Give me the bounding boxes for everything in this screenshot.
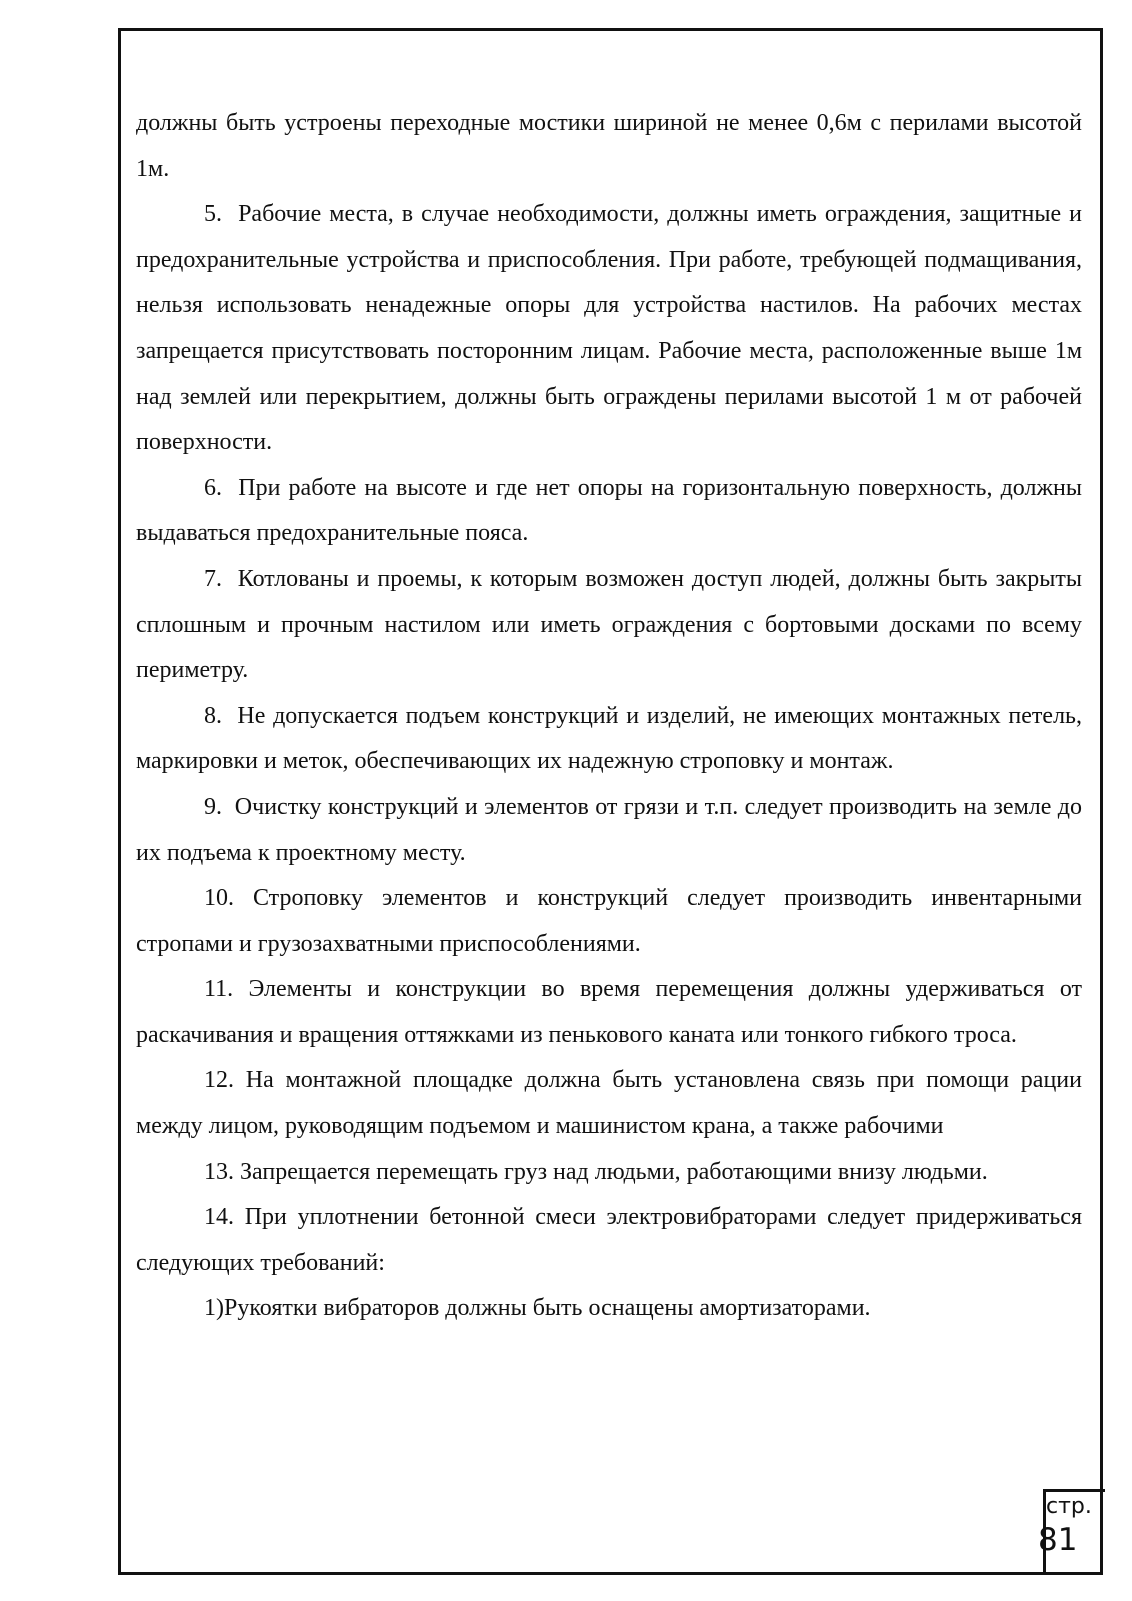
page-number: 81 bbox=[1038, 1522, 1078, 1558]
paragraph-item-12: 12. На монтажной площадке должна быть установлена связь при помощи рации между лицом, руководящим подъемом и машинистом крана, а также рабочими bbox=[136, 1067, 1082, 1140]
paragraph-item-11: 11. Элементы и конструкции во время перемещения должны удерживаться от раскачивания и вращения оттяжками из пенькового каната или тонкого гибкого троса. bbox=[136, 976, 1082, 1048]
page-number-stamp bbox=[1038, 1489, 1105, 1575]
page-label: стр. bbox=[1046, 1494, 1092, 1519]
document-body bbox=[136, 101, 1082, 1332]
paragraph-subitem-1: 1)Рукоятки вибраторов должны быть оснащены амортизаторами. bbox=[204, 1295, 871, 1322]
paragraph-item-13: 13. Запрещается перемещать груз над людьми, работающими внизу людьми. bbox=[204, 1158, 988, 1185]
paragraph-continuation: должны быть устроены переходные мостики шириной не менее 0,6м с перилами высотой 1м. bbox=[136, 110, 1082, 182]
paragraph-item-6: 6. При работе на высоте и где нет опоры на горизонтальную поверхность, должны выдаваться предохранительные пояса. bbox=[136, 474, 1082, 547]
paragraph-item-7: 7. Котлованы и проемы, к которым возможен доступ людей, должны быть закрыты сплошным и прочным настилом или иметь ограждения с бортовыми досками по всему периметру. bbox=[136, 565, 1082, 684]
paragraph-item-9: 9. Очистку конструкций и элементов от грязи и т.п. следует производить на земле до их подъема к проектному месту. bbox=[136, 793, 1082, 866]
paragraph-item-8: 8. Не допускается подъем конструкций и изделий, не имеющих монтажных петель, маркировки и меток, обеспечивающих их надежную строповку и монтаж. bbox=[136, 702, 1082, 775]
paragraph-item-5: 5. Рабочие места, в случае необходимости, должны иметь ограждения, защитные и предохранительные устройства и приспособления. При работе, требующей подмащивания, нельзя использовать ненадежные опоры для устройства настилов. На рабочих местах запрещается присутствовать посторонним лицам. Рабочие места, расположенные выше 1м над землей или перекрытием, должны быть ограждены перилами высотой 1 м от рабочей поверхности. bbox=[136, 201, 1082, 456]
paragraph-item-10: 10. Строповку элементов и конструкций следует производить инвентарными стропами и грузозахватными приспособлениями. bbox=[136, 885, 1082, 957]
paragraph-item-14: 14. При уплотнении бетонной смеси электровибраторами следует придерживаться следующих требований: bbox=[136, 1204, 1082, 1276]
